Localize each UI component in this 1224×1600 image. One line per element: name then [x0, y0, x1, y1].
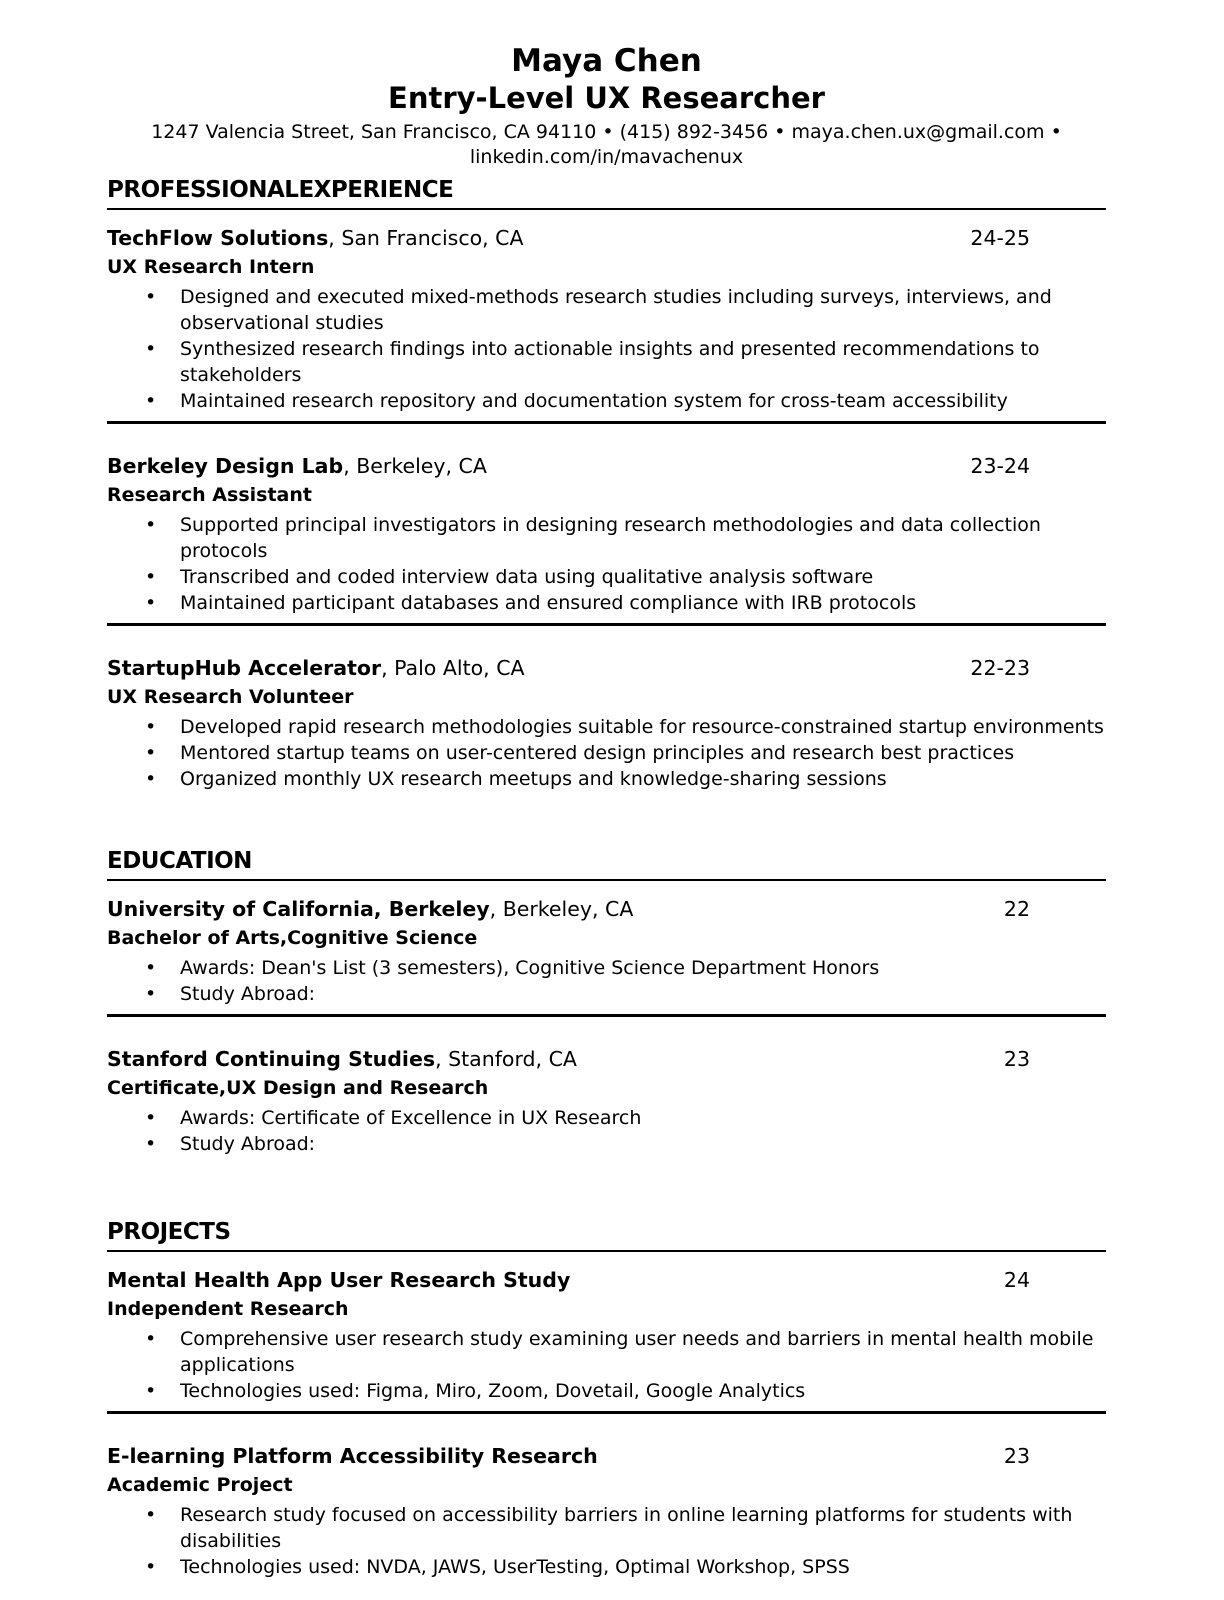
- project-type: Academic Project: [107, 1474, 293, 1496]
- bullet-item: • Supported principal investigators in designing research methodologies and data collection protocols: [180, 512, 1106, 564]
- candidate-name: Maya Chen: [511, 43, 702, 79]
- section-underline: [107, 879, 1106, 881]
- bullet-item: • Awards: Dean's List (3 semesters), Cognitive Science Department Honors: [180, 955, 1106, 981]
- bullet-item: • Study Abroad:: [180, 981, 1106, 1007]
- bullet-list: [107, 1326, 1106, 1404]
- bullet-list: [107, 284, 1106, 414]
- entry-role: Research Assistant: [107, 484, 312, 506]
- bullet-item: • Synthesized research findings into actionable insights and presented recommendations to stakeholders: [180, 336, 1106, 388]
- entry-header: [107, 452, 1106, 480]
- entry-divider: [107, 421, 1106, 424]
- section-heading-projects: PROJECTS: [107, 1219, 231, 1245]
- bullet-list: [107, 714, 1106, 792]
- org-location: , San Francisco, CA: [328, 226, 524, 250]
- school-name: University of California, Berkeley: [107, 897, 490, 921]
- bullet-item: • Organized monthly UX research meetups and knowledge-sharing sessions: [180, 766, 1106, 792]
- entry-date: 22: [1003, 897, 1030, 921]
- bullet-item: • Awards: Certificate of Excellence in UX Research: [180, 1105, 1106, 1131]
- org-name: StartupHub Accelerator: [107, 656, 382, 680]
- org-name: TechFlow Solutions: [107, 226, 329, 250]
- section-underline: [107, 1250, 1106, 1252]
- entry-header: [107, 895, 1106, 923]
- project-title: Mental Health App User Research Study: [107, 1268, 571, 1292]
- section-education: [107, 848, 1106, 1157]
- entry-divider: [107, 1411, 1106, 1414]
- entry-header: [107, 224, 1106, 252]
- org-name: Berkeley Design Lab: [107, 454, 344, 478]
- experience-entry-startuphub: [107, 654, 1106, 792]
- bullet-list: [107, 955, 1106, 1007]
- entry-role: UX Research Volunteer: [107, 686, 354, 708]
- section-projects: [107, 1219, 1106, 1580]
- candidate-title: Entry-Level UX Researcher: [388, 81, 825, 115]
- entry-org-line: [107, 224, 524, 252]
- project-type: Independent Research: [107, 1298, 349, 1320]
- org-location: , Berkeley, CA: [343, 454, 487, 478]
- entry-date: 23: [1003, 1047, 1030, 1071]
- entry-header: [107, 1442, 1106, 1470]
- experience-entry-techflow: [107, 224, 1106, 424]
- entry-date: 24-25: [970, 226, 1030, 250]
- bullet-item: • Research study focused on accessibility barriers in online learning platforms for students with disabilities: [180, 1502, 1106, 1554]
- bullet-item: • Maintained participant databases and ensured compliance with IRB protocols: [180, 590, 1106, 616]
- education-entry-stanford: [107, 1045, 1106, 1157]
- entry-org-line: [107, 895, 633, 923]
- bullet-item: • Technologies used: NVDA, JAWS, UserTesting, Optimal Workshop, SPSS: [180, 1554, 1106, 1580]
- bullet-item: • Comprehensive user research study examining user needs and barriers in mental health mobile applications: [180, 1326, 1106, 1378]
- experience-entry-berkeley-design-lab: [107, 452, 1106, 626]
- bullet-item: • Developed rapid research methodologies suitable for resource-constrained startup environments: [180, 714, 1106, 740]
- project-entry-elearning-accessibility: [107, 1442, 1106, 1580]
- entry-role: UX Research Intern: [107, 256, 315, 278]
- entry-org-line: [107, 1266, 570, 1294]
- school-location: , Berkeley, CA: [489, 897, 634, 921]
- entry-header: [107, 654, 1106, 682]
- entry-date: 24: [1003, 1268, 1030, 1292]
- degree-line: Bachelor of Arts,Cognitive Science: [107, 927, 478, 949]
- org-location: , Palo Alto, CA: [381, 656, 525, 680]
- section-underline: [107, 208, 1106, 210]
- entry-org-line: [107, 452, 487, 480]
- section-heading-education: EDUCATION: [107, 848, 252, 874]
- bullet-item: • Study Abroad:: [180, 1131, 1106, 1157]
- bullet-item: • Technologies used: Figma, Miro, Zoom, Dovetail, Google Analytics: [180, 1378, 1106, 1404]
- bullet-list: [107, 512, 1106, 616]
- school-name: Stanford Continuing Studies: [107, 1047, 436, 1071]
- entry-org-line: [107, 1442, 598, 1470]
- entry-org-line: [107, 1045, 577, 1073]
- entry-divider: [107, 623, 1106, 626]
- entry-header: [107, 1045, 1106, 1073]
- bullet-item: • Designed and executed mixed-methods research studies including surveys, interviews, and observational studies: [180, 284, 1106, 336]
- entry-date: 23: [1003, 1444, 1030, 1468]
- section-heading-experience: PROFESSIONALEXPERIENCE: [107, 177, 454, 203]
- section-professional-experience: [107, 177, 1106, 792]
- entry-header: [107, 1266, 1106, 1294]
- resume-header: [107, 42, 1106, 170]
- bullet-item: • Transcribed and coded interview data using qualitative analysis software: [180, 564, 1106, 590]
- bullet-item: • Mentored startup teams on user-centered design principles and research best practices: [180, 740, 1106, 766]
- entry-org-line: [107, 654, 525, 682]
- entry-date: 22-23: [970, 656, 1030, 680]
- bullet-list: [107, 1502, 1106, 1580]
- contact-info-line-2: linkedin.com/in/mavachenux: [469, 146, 744, 168]
- bullet-item: • Maintained research repository and documentation system for cross-team accessibility: [180, 388, 1106, 414]
- contact-info-line-1: 1247 Valencia Street, San Francisco, CA 94110 • (415) 892-3456 • maya.chen.ux@gmail.com •: [151, 121, 1062, 143]
- entry-date: 23-24: [970, 454, 1030, 478]
- project-entry-mental-health-app: [107, 1266, 1106, 1414]
- education-entry-uc-berkeley: [107, 895, 1106, 1017]
- school-location: , Stanford, CA: [435, 1047, 577, 1071]
- project-title: E-learning Platform Accessibility Research: [107, 1444, 598, 1468]
- entry-divider: [107, 1014, 1106, 1017]
- bullet-list: [107, 1105, 1106, 1157]
- degree-line: Certificate,UX Design and Research: [107, 1077, 489, 1099]
